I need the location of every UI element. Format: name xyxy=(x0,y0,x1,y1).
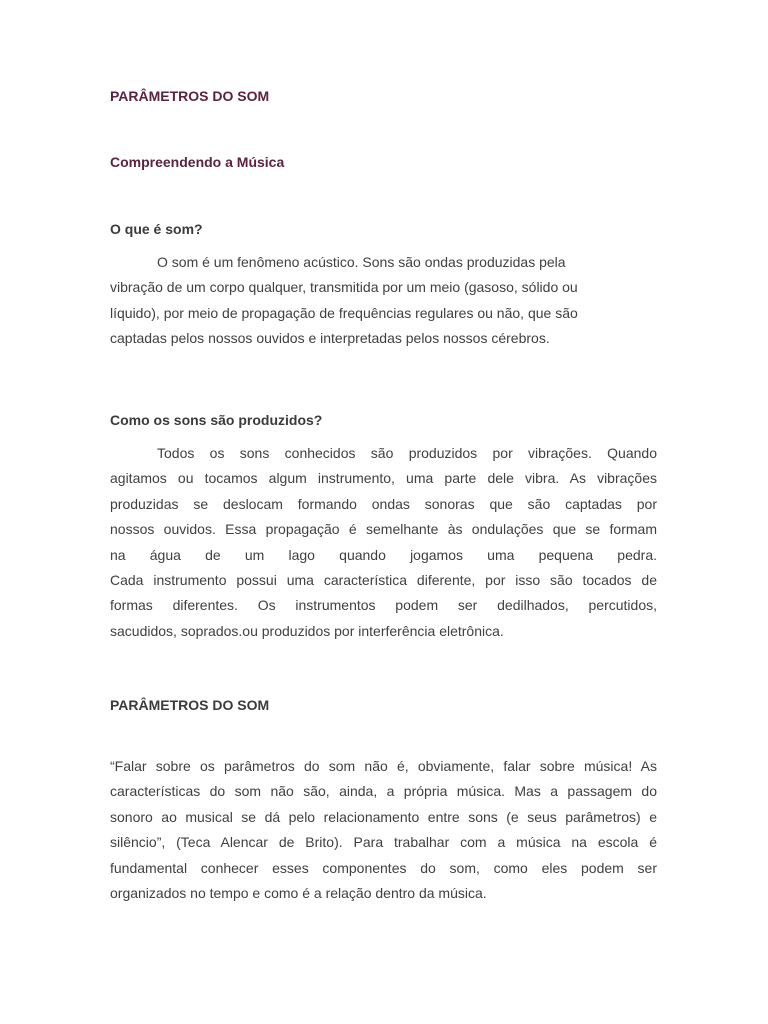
section-heading-what-is-sound: O que é som? xyxy=(110,221,203,237)
paragraph-line: O som é um fenômeno acústico. Sons são ondas produzidas pela xyxy=(157,254,566,270)
document-subtitle: Compreendendo a Música xyxy=(110,154,285,170)
paragraph-line: nossos ouvidos. Essa propagação é semelhante às ondulações que se formam xyxy=(110,521,657,538)
paragraph-line: formas diferentes. Os instrumentos podem ser dedilhados, percutidos, xyxy=(110,597,657,614)
section-paragraph-sound-parameters xyxy=(110,754,657,906)
paragraph-line: captadas pelos nossos ouvidos e interpretadas pelos nossos cérebros. xyxy=(110,330,550,347)
paragraph-line: agitamos ou tocamos algum instrumento, uma parte dele vibra. As vibrações xyxy=(110,470,657,487)
paragraph-line: na água de um lago quando jogamos uma pequena pedra. xyxy=(110,546,657,563)
document-title: PARÂMETROS DO SOM xyxy=(110,88,270,104)
paragraph-line: Cada instrumento possui uma característica diferente, por isso são tocados de xyxy=(110,572,657,589)
paragraph-line: características do som não são, ainda, a própria música. Mas a passagem do xyxy=(110,783,657,800)
paragraph-line: vibração de um corpo qualquer, transmitida por um meio (gasoso, sólido ou xyxy=(110,279,578,296)
paragraph-line: fundamental conhecer esses componentes do som, como eles podem ser xyxy=(110,859,657,876)
section-paragraph-what-is-sound xyxy=(110,250,657,352)
paragraph-line: organizados no tempo e como é a relação dentro da música. xyxy=(110,885,487,902)
paragraph-line: líquido), por meio de propagação de frequências regulares ou não, que são xyxy=(110,304,578,321)
paragraph-line: silêncio”, (Teca Alencar de Brito). Para trabalhar com a música na escola é xyxy=(110,834,657,851)
paragraph-line: produzidas se deslocam formando ondas sonoras que são captadas por xyxy=(110,495,657,512)
paragraph-line: “Falar sobre os parâmetros do som não é, obviamente, falar sobre música! As xyxy=(110,758,657,774)
document-page xyxy=(110,0,657,1024)
section-heading-sound-parameters: PARÂMETROS DO SOM xyxy=(110,697,270,713)
section-paragraph-how-sounds-are-produced xyxy=(110,441,657,644)
paragraph-line: sonoro ao musical se dá pelo relacionamento entre sons (e seus parâmetros) e xyxy=(110,808,657,825)
section-heading-how-sounds-are-produced: Como os sons são produzidos? xyxy=(110,412,323,428)
paragraph-line: Todos os sons conhecidos são produzidos por vibrações. Quando xyxy=(157,445,657,461)
paragraph-line: sacudidos, soprados.ou produzidos por interferência eletrônica. xyxy=(110,622,504,639)
